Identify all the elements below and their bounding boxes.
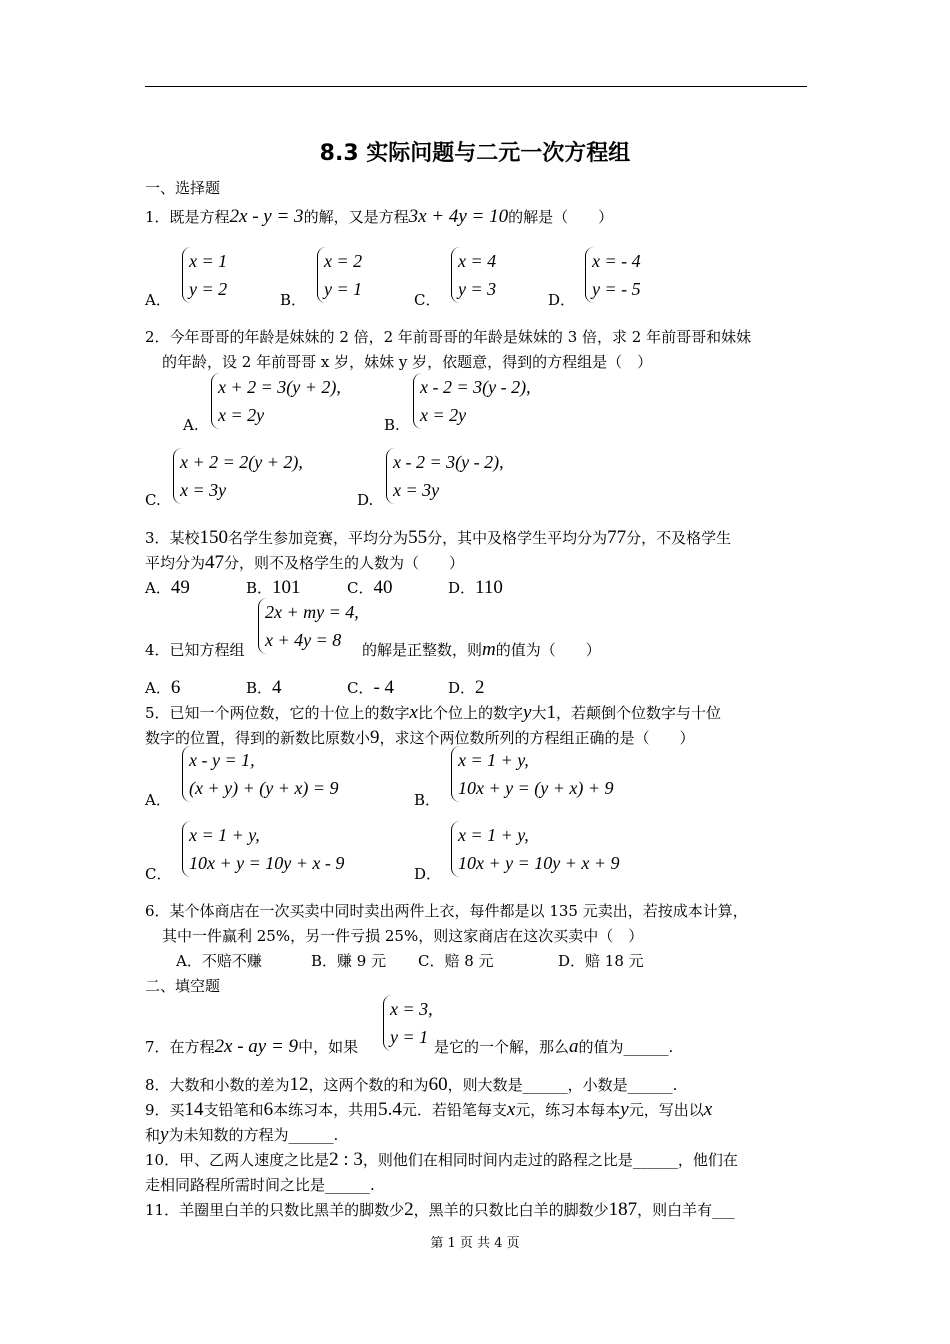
question-9-line2: 和y为未知数的方程为______. (145, 1124, 339, 1145)
q5-option-d-label: D． (414, 865, 442, 883)
q5-option-b-label: B． (414, 791, 441, 809)
q5-option-a-system: x - y = 1, (x + y) + (y + x) = 9 (182, 746, 339, 802)
question-2-line1: 2．今年哥哥的年龄是妹妹的 2 倍，2 年前哥哥的年龄是妹妹的 3 倍，求 2 年前哥哥和妹妹 (145, 328, 752, 346)
question-7-prefix: 7．在方程2x - ay = 9中，如果 (145, 1036, 359, 1057)
section-fill: 二、填空题 (145, 977, 221, 995)
header-rule (145, 86, 807, 87)
question-1: 1．既是方程2x - y = 3的解，又是方程3x + 4y = 10的解是（ ） (145, 206, 614, 227)
q2-option-a-label: A. (183, 416, 199, 434)
q3-option-d: D．110 (448, 577, 503, 598)
question-9-line1: 9．买14支铅笔和6本练习本，共用5.4元．若铅笔每支x元，练习本每本y元，写出以x (145, 1099, 713, 1120)
q1-option-d-system: x = - 4 y = - 5 (585, 247, 641, 303)
q7-system: x = 3, y = 1 (383, 995, 433, 1051)
q5-option-b-system: x = 1 + y, 10x + y = (y + x) + 9 (451, 746, 614, 802)
q5-option-a-label: A． (145, 791, 171, 809)
section-choice: 一、选择题 (145, 179, 221, 197)
q3-option-c: C．40 (347, 577, 393, 598)
question-8: 8．大数和小数的差为12，这两个数的和为60，则大数是______，小数是______. (145, 1074, 678, 1095)
page-title: 8.3 实际问题与二元一次方程组 (319, 141, 631, 166)
q1-option-d-label: D． (548, 291, 576, 309)
q1-option-b-label: B． (280, 291, 307, 309)
q1-option-c-system: x = 4 y = 3 (451, 247, 496, 303)
q4-option-b: B．4 (246, 677, 282, 698)
q2-option-b-system: x - 2 = 3(y - 2), x = 2y (413, 373, 531, 429)
q2-option-a-system: x + 2 = 3(y + 2), x = 2y (211, 373, 341, 429)
q6-option-c: C．赔 8 元 (418, 952, 494, 970)
q3-option-a: A．49 (145, 577, 190, 598)
q1-option-a-system: x = 1 y = 2 (182, 247, 227, 303)
question-3-line2: 平均分为47分，则不及格学生的人数为（ ） (145, 552, 465, 573)
q1-option-a-label: A． (145, 291, 171, 309)
q1-option-b-system: x = 2 y = 1 (317, 247, 362, 303)
question-5-line1: 5．已知一个两位数，它的十位上的数字x比个位上的数字y大1，若颠倒个位数字与十位 (145, 702, 721, 723)
question-5-line2: 数字的位置，得到的新数比原数小9，求这个两位数所列的方程组正确的是（ ） (145, 727, 695, 748)
question-3-line1: 3．某校150名学生参加竞赛，平均分为55分，其中及格学生平均分为77分，不及格学生 (145, 527, 732, 548)
q6-option-b: B．赚 9 元 (311, 952, 387, 970)
question-2-line2: 的年龄，设 2 年前哥哥 x 岁，妹妹 y 岁，依题意，得到的方程组是（ ） (162, 353, 653, 371)
q2-option-d-system: x - 2 = 3(y - 2), x = 3y (386, 448, 504, 504)
q4-system: 2x + my = 4, x + 4y = 8 (258, 598, 359, 654)
question-4-prefix: 4．已知方程组 (145, 641, 245, 659)
q5-option-c-system: x = 1 + y, 10x + y = 10y + x - 9 (182, 821, 344, 877)
question-11: 11．羊圈里白羊的只数比黑羊的脚数少2，黑羊的只数比白羊的脚数少187，则白羊有___ (145, 1199, 735, 1220)
question-6-line1: 6．某个体商店在一次买卖中同时卖出两件上衣，每件都是以 135 元卖出，若按成本计算， (145, 902, 748, 920)
q5-option-d-system: x = 1 + y, 10x + y = 10y + x + 9 (451, 821, 620, 877)
q4-option-c: C．- 4 (347, 677, 395, 698)
q6-option-a: A．不赔不赚 (176, 952, 262, 970)
q1-option-c-label: C． (414, 291, 441, 309)
q3-option-b: B．101 (246, 577, 301, 598)
q6-option-d: D．赔 18 元 (558, 952, 644, 970)
q5-option-c-label: C． (145, 865, 172, 883)
q2-option-c-system: x + 2 = 2(y + 2), x = 3y (173, 448, 303, 504)
q4-option-a: A．6 (145, 677, 181, 698)
q4-option-d: D．2 (448, 677, 485, 698)
question-4-suffix: 的解是正整数，则m的值为（ ） (362, 639, 601, 660)
q2-option-b-label: B. (384, 416, 400, 434)
question-10-line2: 走相同路程所需时间之比是______. (145, 1176, 375, 1194)
question-6-line2: 其中一件赢利 25%，另一件亏损 25%，则这家商店在这次买卖中（ ） (162, 927, 644, 945)
q2-option-c-label: C. (145, 491, 161, 509)
page-footer: 第 1 页 共 4 页 (430, 1236, 520, 1251)
question-10-line1: 10．甲、乙两人速度之比是2 : 3，则他们在相同时间内走过的路程之比是______，他们在 (145, 1149, 738, 1170)
question-7-suffix: 是它的一个解，那么a的值为______. (434, 1036, 674, 1057)
q2-option-d-label: D. (357, 491, 374, 509)
